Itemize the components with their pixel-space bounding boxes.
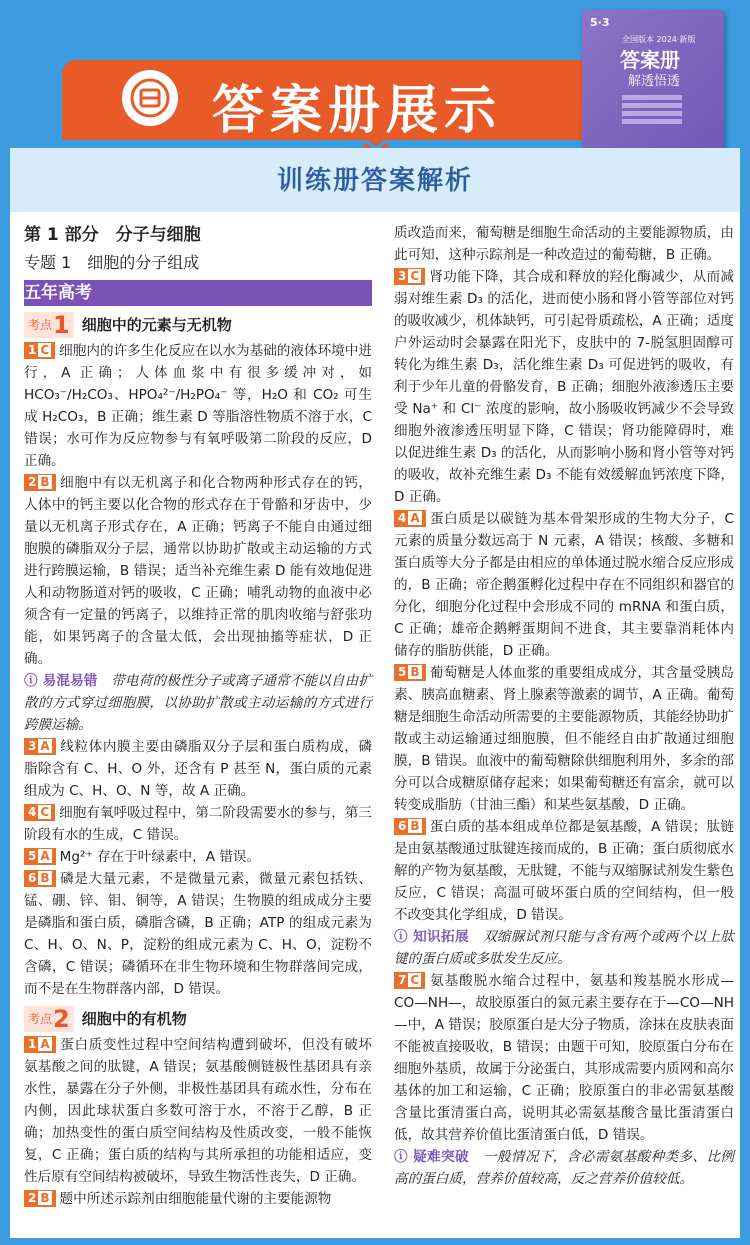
answer-badge: 2 B [24, 1190, 56, 1207]
answer-item: 5 B 葡萄糖是人体血浆的重要组成成分，其含量受胰岛素、胰高血糖素、肾上腺素等激素的调节，A 正确。葡萄糖是细胞生命活动所需要的主要能源物质，其能经协助扩散或主动运输通过细胞膜，但不能经自由扩散通过细胞膜，B 错误。血液中的葡萄糖除供细胞利用外，多余的部分可以合成糖原储存起来；如果葡萄糖还有富余，就可以转变成脂肪（甘油三酯）和某些氨基酸，D 正确。 [394, 665, 734, 813]
book-edition: 全国版本 2024·新版 [622, 35, 696, 44]
right-column [394, 222, 734, 1190]
answer-badge: 1 A [24, 1036, 56, 1053]
answer-item: 2 B 细胞中有以无机离子和化合物两种形式存在的钙，人体中的钙主要以化合物的形式存在于骨骼和牙齿中，少量以无机离子形式存在，A 正确；钙离子不能自由通过细胞膜的磷脂双分子层，通常以协助扩散或主动运输的方式进行跨膜运输，B 错误；适当补充维生素 D 能有效地促进人和动物肠道对钙的吸收，C 正确；哺乳动物的血液中必须含有一定量的钙离子，以维持正常的肌肉收缩与舒张功能，如果钙离子的含量太低，会出现抽搐等症状，D 正确。 [24, 475, 372, 667]
answer-item: 7 C 氨基酸脱水缩合过程中，氨基和羧基脱水形成—CO—NH—，故胶原蛋白的氮元素主要存在于—CO—NH—中，A 错误；胶原蛋白是大分子物质，涂抹在皮肤表面不能被直接吸收，B 错误；由题干可知，胶原蛋白分布在细胞外基质，故属于分泌蛋白，其形成需要内质网和高尔基体的加工和运输，C 正确；胶原蛋白的非必需氨基酸含量比蛋清蛋白高，说明其必需氨基酸含量比蛋清蛋白低，故其营养价值比蛋清蛋白低，D 错误。 [394, 973, 734, 1143]
answer-item: 1 C 细胞内的许多生化反应在以水为基础的液体环境中进行，A 正确；人体血浆中有很多缓冲对，如 HCO₃⁻/H₂CO₃、HPO₄²⁻/H₂PO₄⁻ 等，H₂O 和 CO₂ 可生成 H₂CO₃，B 正确；维生素 D 等脂溶性物质不溶于水，C 错误；水可作为反应物参与有氧呼吸第二阶段的反应，D 正确。 [24, 343, 372, 469]
knowledge-point-2 [24, 1006, 372, 1032]
kp-title: 细胞中的有机物 [81, 1010, 187, 1028]
answer-badge: 6 B [394, 818, 426, 835]
answer-item: 2 B 题中所述示踪剂由细胞能量代谢的主要能源物 [24, 1188, 372, 1210]
answer-badge: 5 B [394, 664, 426, 681]
answer-badge: 1 C [24, 342, 55, 359]
answer-continued: 质改造而来，葡萄糖是细胞生命活动的主要能源物质，由此可知，这种示踪剂是一种改造过的葡萄糖，B 正确。 [394, 225, 734, 263]
topic-title: 专题 1 细胞的分子组成 [24, 253, 200, 272]
left-column [24, 220, 372, 1210]
note-tag: ⓘ 易混易错 [24, 673, 98, 689]
answer-item: 4 C 细胞有氧呼吸过程中，第二阶段需要水的参与，第三阶段有水的生成，C 错误。 [24, 805, 372, 843]
part-title: 第 1 部分 分子与细胞 [24, 225, 201, 245]
book-subtitle: 解透悟透 [628, 74, 681, 89]
answer-badge: 3 A [24, 738, 56, 755]
answer-item: 3 A 线粒体内膜主要由磷脂双分子层和蛋白质构成，磷脂除含有 C、H、O 外，还含有 P 甚至 N，蛋白质的元素组成为 C、H、O、N 等，故 A 正确。 [24, 739, 372, 799]
answer-item: 4 A 蛋白质是以碳链为基本骨架形成的生物大分子，C 元素的质量分数远高于 N 元素，A 错误；核酸、多糖和蛋白质等大分子都是由相应的单体通过脱水缩合反应形成的，B 正确；帝企鹅蛋孵化过程中存在不同组织和器官的分化，细胞分化过程中会形成不同的 mRNA 和蛋白质，C 正确；雄帝企鹅孵蛋期间不进食，其主要靠消耗体内储存的脂肪供能，D 正确。 [394, 511, 734, 659]
answer-badge: 6 B [24, 870, 56, 887]
kp-tag: 考点 1 [24, 312, 74, 338]
note: ⓘ 疑难突破 一般情况下，含必需氨基酸种类多、比例高的蛋白质，营养价值较高，反之营养价值较低。 [394, 1149, 735, 1187]
note-tag: ⓘ 知识拓展 [394, 929, 469, 945]
section-header: 五年高考 [24, 280, 372, 306]
answer-page [10, 148, 740, 1238]
banner-title: 答案册展示 [212, 81, 503, 141]
book-icon [122, 70, 178, 126]
answer-badge: 3 C [394, 268, 425, 285]
book-title: 答案册 [620, 48, 680, 72]
answer-item: 6 B 磷是大量元素，不是微量元素，微量元素包括铁、锰、硼、锌、钼、铜等，A 错误；生物膜的组成成分主要是磷脂和蛋白质，磷脂含磷，B 正确；ATP 的组成元素为 C、H、O、N、P，淀粉的组成元素为 C、H、O，淀粉不含磷，C 错误；磷循环在非生物环境和生物群落间完成，而不是在生物群落内部，D 错误。 [24, 871, 372, 997]
book-logo: 5·3 [590, 16, 610, 29]
book-decor [622, 92, 682, 127]
page-subtitle: 训练册答案解析 [276, 166, 473, 196]
kp-tag: 考点 2 [24, 1006, 74, 1032]
answer-badge: 4 C [24, 804, 55, 821]
title-banner [62, 60, 622, 140]
note: ⓘ 易混易错 带电荷的极性分子或离子通常不能以自由扩散的方式穿过细胞膜，以协助扩散或主动运输的方式进行跨膜运输。 [24, 673, 373, 733]
answer-item: 1 A 蛋白质变性过程中空间结构遭到破坏，但没有破坏氨基酸之间的肽键，A 错误；氨基酸侧链极性基团具有亲水性，暴露在分子外侧，非极性基团具有疏水性，分布在内侧，因此球状蛋白多数可溶于水，不溶于乙醇，B 正确；加热变性的蛋白质空间结构及性质改变，一般不能恢复，C 正确；蛋白质的结构与其所承担的功能相适应，变性后原有空间结构被破坏，导致生物活性丧失，D 正确。 [24, 1037, 372, 1185]
answer-badge: 4 A [394, 510, 426, 527]
kp-title: 细胞中的元素与无机物 [81, 316, 232, 334]
subtitle-bar [10, 148, 740, 212]
answer-badge: 5 A [24, 848, 56, 865]
answer-item: 5 A Mg²⁺ 存在于叶绿素中，A 错误。 [24, 846, 372, 868]
note-tag: ⓘ 疑难突破 [394, 1149, 469, 1165]
answer-item: 6 B 蛋白质的基本组成单位都是氨基酸，A 错误；肽链是由氨基酸通过肽键连接而成的，B 正确；蛋白质彻底水解的产物为氨基酸，无肽键，不能与双缩脲试剂发生紫色反应，C 错误；高温可破坏蛋白质的空间结构，但一般不改变其化学组成，D 错误。 [394, 819, 734, 923]
note: ⓘ 知识拓展 双缩脲试剂只能与含有两个或两个以上肽键的蛋白质或多肽发生反应。 [394, 929, 735, 967]
answer-badge: 2 B [24, 474, 56, 491]
answer-badge: 7 C [394, 972, 425, 989]
knowledge-point-1 [24, 312, 372, 338]
answer-item: 3 C 肾功能下降，其合成和释放的羟化酶减少，从而减弱对维生素 D₃ 的活化，进而使小肠和肾小管等部位对钙的吸收减少，机体缺钙，可引起骨质疏松，A 正确；适度户外运动时会暴露在阳光下，皮肤中的 7-脱氢胆固醇可转化为维生素 D₃，活化维生素 D₃ 可促进钙的吸收，有利于少年儿童的骨骼发育，B 正确；细胞外液渗透压主要受 Na⁺ 和 Cl⁻ 浓度的影响，故小肠吸收钙减少不会导致细胞外液渗透压明显下降，C 错误；肾功能障碍时，难以促进维生素 D₃ 的活化，从而影响小肠和肾小管等对钙的吸收，故补充维生素 D₃ 不能有效缓解血钙浓度下降，D 正确。 [394, 269, 734, 505]
